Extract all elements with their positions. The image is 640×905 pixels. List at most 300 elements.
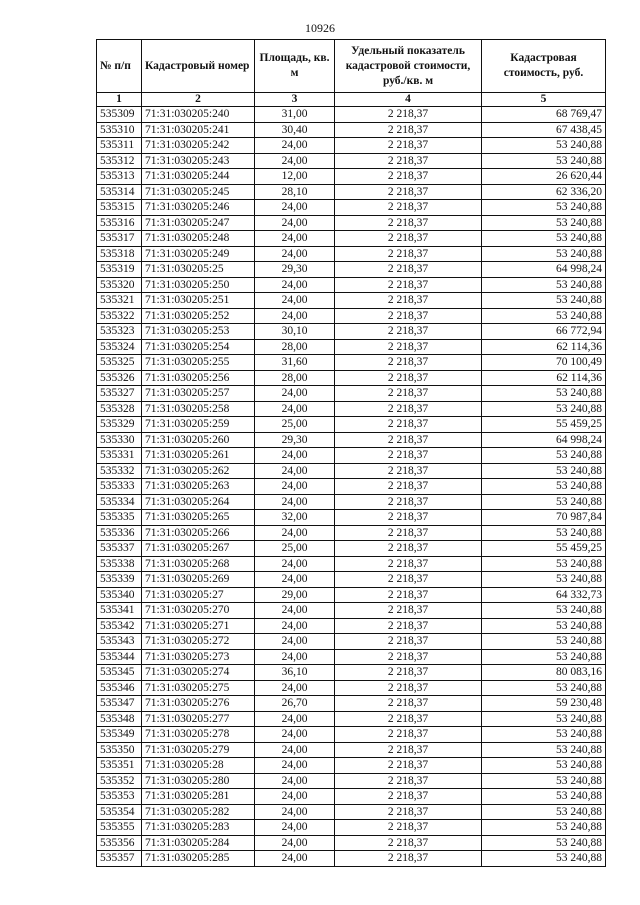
- cadastral-value-cell: 53 240,88: [482, 835, 606, 851]
- area-cell: 24,00: [255, 711, 335, 727]
- cadastral-value-cell: 53 240,88: [482, 618, 606, 634]
- table-row: [97, 789, 606, 805]
- header-cadastral-number: Кадастровый номер: [142, 40, 255, 93]
- row-number-cell: 535331: [97, 448, 142, 464]
- cadastral-number-cell: 71:31:030205:276: [142, 696, 255, 712]
- cadastral-number-cell: 71:31:030205:251: [142, 293, 255, 309]
- table-row: [97, 820, 606, 836]
- cadastral-number-cell: 71:31:030205:267: [142, 541, 255, 557]
- cadastral-value-cell: 53 240,88: [482, 494, 606, 510]
- cadastral-number-cell: 71:31:030205:270: [142, 603, 255, 619]
- area-cell: 24,00: [255, 618, 335, 634]
- cadastral-value-cell: 53 240,88: [482, 246, 606, 262]
- cadastral-value-cell: 53 240,88: [482, 401, 606, 417]
- area-cell: 24,00: [255, 138, 335, 154]
- table-row: [97, 665, 606, 681]
- area-cell: 28,00: [255, 339, 335, 355]
- cadastral-number-cell: 71:31:030205:284: [142, 835, 255, 851]
- row-number-cell: 535356: [97, 835, 142, 851]
- cadastral-number-cell: 71:31:030205:269: [142, 572, 255, 588]
- cadastral-number-cell: 71:31:030205:266: [142, 525, 255, 541]
- row-number-cell: 535334: [97, 494, 142, 510]
- cadastral-number-cell: 71:31:030205:275: [142, 680, 255, 696]
- cadastral-number-cell: 71:31:030205:265: [142, 510, 255, 526]
- unit-rate-cell: 2 218,37: [335, 603, 482, 619]
- unit-rate-cell: 2 218,37: [335, 479, 482, 495]
- cadastral-number-cell: 71:31:030205:277: [142, 711, 255, 727]
- header-unit-rate: Удельный показатель кадастровой стоимости, руб./кв. м: [335, 40, 482, 93]
- row-number-cell: 535354: [97, 804, 142, 820]
- cadastral-value-cell: 53 240,88: [482, 138, 606, 154]
- table-row: [97, 680, 606, 696]
- cadastral-value-cell: 53 240,88: [482, 649, 606, 665]
- row-number-cell: 535311: [97, 138, 142, 154]
- row-number-cell: 535319: [97, 262, 142, 278]
- area-cell: 26,70: [255, 696, 335, 712]
- row-number-cell: 535336: [97, 525, 142, 541]
- table-row: [97, 246, 606, 262]
- unit-rate-cell: 2 218,37: [335, 262, 482, 278]
- row-number-cell: 535346: [97, 680, 142, 696]
- cadastral-value-cell: 53 240,88: [482, 773, 606, 789]
- row-number-cell: 535316: [97, 215, 142, 231]
- row-number-cell: 535309: [97, 107, 142, 123]
- table-body: [97, 107, 606, 867]
- row-number-cell: 535330: [97, 432, 142, 448]
- column-number: 1: [97, 93, 142, 107]
- area-cell: 24,00: [255, 200, 335, 216]
- row-number-cell: 535341: [97, 603, 142, 619]
- unit-rate-cell: 2 218,37: [335, 308, 482, 324]
- area-cell: 25,00: [255, 541, 335, 557]
- cadastral-number-cell: 71:31:030205:258: [142, 401, 255, 417]
- row-number-cell: 535333: [97, 479, 142, 495]
- table-row: [97, 556, 606, 572]
- cadastral-number-cell: 71:31:030205:274: [142, 665, 255, 681]
- cadastral-number-cell: 71:31:030205:248: [142, 231, 255, 247]
- row-number-cell: 535318: [97, 246, 142, 262]
- area-cell: 24,00: [255, 649, 335, 665]
- cadastral-number-cell: 71:31:030205:245: [142, 184, 255, 200]
- table-row: [97, 587, 606, 603]
- unit-rate-cell: 2 218,37: [335, 618, 482, 634]
- cadastral-value-cell: 53 240,88: [482, 851, 606, 867]
- cadastral-value-cell: 67 438,45: [482, 122, 606, 138]
- table-row: [97, 603, 606, 619]
- row-number-cell: 535325: [97, 355, 142, 371]
- row-number-cell: 535310: [97, 122, 142, 138]
- table-row: [97, 138, 606, 154]
- row-number-cell: 535344: [97, 649, 142, 665]
- area-cell: 24,00: [255, 603, 335, 619]
- table-row: [97, 463, 606, 479]
- cadastral-number-cell: 71:31:030205:247: [142, 215, 255, 231]
- area-cell: 24,00: [255, 386, 335, 402]
- area-cell: 24,00: [255, 494, 335, 510]
- cadastral-number-cell: 71:31:030205:255: [142, 355, 255, 371]
- cadastral-number-cell: 71:31:030205:283: [142, 820, 255, 836]
- area-cell: 24,00: [255, 742, 335, 758]
- cadastral-value-table: [96, 39, 606, 867]
- header-area: Площадь, кв. м: [255, 40, 335, 93]
- cadastral-number-cell: 71:31:030205:28: [142, 758, 255, 774]
- unit-rate-cell: 2 218,37: [335, 448, 482, 464]
- unit-rate-cell: 2 218,37: [335, 494, 482, 510]
- cadastral-number-cell: 71:31:030205:259: [142, 417, 255, 433]
- cadastral-number-cell: 71:31:030205:244: [142, 169, 255, 185]
- area-cell: 24,00: [255, 448, 335, 464]
- area-cell: 24,00: [255, 231, 335, 247]
- row-number-cell: 535339: [97, 572, 142, 588]
- cadastral-value-cell: 53 240,88: [482, 680, 606, 696]
- table-row: [97, 494, 606, 510]
- unit-rate-cell: 2 218,37: [335, 556, 482, 572]
- cadastral-value-cell: 59 230,48: [482, 696, 606, 712]
- row-number-cell: 535343: [97, 634, 142, 650]
- row-number-cell: 535322: [97, 308, 142, 324]
- row-number-cell: 535355: [97, 820, 142, 836]
- cadastral-value-cell: 53 240,88: [482, 525, 606, 541]
- cadastral-number-cell: 71:31:030205:243: [142, 153, 255, 169]
- table-row: [97, 308, 606, 324]
- cadastral-number-cell: 71:31:030205:272: [142, 634, 255, 650]
- table-row: [97, 153, 606, 169]
- cadastral-number-cell: 71:31:030205:246: [142, 200, 255, 216]
- cadastral-number-cell: 71:31:030205:281: [142, 789, 255, 805]
- table-row: [97, 541, 606, 557]
- cadastral-number-cell: 71:31:030205:285: [142, 851, 255, 867]
- unit-rate-cell: 2 218,37: [335, 773, 482, 789]
- cadastral-value-cell: 62 114,36: [482, 370, 606, 386]
- unit-rate-cell: 2 218,37: [335, 804, 482, 820]
- unit-rate-cell: 2 218,37: [335, 138, 482, 154]
- unit-rate-cell: 2 218,37: [335, 789, 482, 805]
- cadastral-number-cell: 71:31:030205:263: [142, 479, 255, 495]
- area-cell: 24,00: [255, 572, 335, 588]
- row-number-cell: 535350: [97, 742, 142, 758]
- area-cell: 24,00: [255, 215, 335, 231]
- area-cell: 25,00: [255, 417, 335, 433]
- row-number-cell: 535314: [97, 184, 142, 200]
- unit-rate-cell: 2 218,37: [335, 649, 482, 665]
- unit-rate-cell: 2 218,37: [335, 417, 482, 433]
- table-row: [97, 215, 606, 231]
- row-number-cell: 535340: [97, 587, 142, 603]
- cadastral-value-cell: 53 240,88: [482, 804, 606, 820]
- unit-rate-cell: 2 218,37: [335, 215, 482, 231]
- cadastral-number-cell: 71:31:030205:241: [142, 122, 255, 138]
- unit-rate-cell: 2 218,37: [335, 820, 482, 836]
- table-row: [97, 727, 606, 743]
- table-row: [97, 293, 606, 309]
- cadastral-value-cell: 53 240,88: [482, 463, 606, 479]
- area-cell: 28,10: [255, 184, 335, 200]
- unit-rate-cell: 2 218,37: [335, 107, 482, 123]
- row-number-cell: 535320: [97, 277, 142, 293]
- cadastral-number-cell: 71:31:030205:240: [142, 107, 255, 123]
- unit-rate-cell: 2 218,37: [335, 525, 482, 541]
- unit-rate-cell: 2 218,37: [335, 727, 482, 743]
- area-cell: 29,30: [255, 432, 335, 448]
- area-cell: 24,00: [255, 479, 335, 495]
- unit-rate-cell: 2 218,37: [335, 324, 482, 340]
- cadastral-number-cell: 71:31:030205:279: [142, 742, 255, 758]
- area-cell: 36,10: [255, 665, 335, 681]
- unit-rate-cell: 2 218,37: [335, 277, 482, 293]
- cadastral-number-cell: 71:31:030205:273: [142, 649, 255, 665]
- cadastral-value-cell: 80 083,16: [482, 665, 606, 681]
- header-cadastral-value: Кадастровая стоимость, руб.: [482, 40, 606, 93]
- row-number-cell: 535351: [97, 758, 142, 774]
- area-cell: 24,00: [255, 773, 335, 789]
- cadastral-value-cell: 53 240,88: [482, 742, 606, 758]
- cadastral-number-cell: 71:31:030205:242: [142, 138, 255, 154]
- cadastral-value-cell: 53 240,88: [482, 231, 606, 247]
- cadastral-number-cell: 71:31:030205:256: [142, 370, 255, 386]
- row-number-cell: 535342: [97, 618, 142, 634]
- cadastral-value-cell: 53 240,88: [482, 727, 606, 743]
- cadastral-number-cell: 71:31:030205:250: [142, 277, 255, 293]
- cadastral-value-cell: 64 998,24: [482, 432, 606, 448]
- table-row: [97, 169, 606, 185]
- area-cell: 24,00: [255, 789, 335, 805]
- cadastral-value-cell: 62 114,36: [482, 339, 606, 355]
- area-cell: 24,00: [255, 680, 335, 696]
- unit-rate-cell: 2 218,37: [335, 634, 482, 650]
- unit-rate-cell: 2 218,37: [335, 587, 482, 603]
- area-cell: 24,00: [255, 153, 335, 169]
- unit-rate-cell: 2 218,37: [335, 742, 482, 758]
- unit-rate-cell: 2 218,37: [335, 184, 482, 200]
- unit-rate-cell: 2 218,37: [335, 122, 482, 138]
- cadastral-number-cell: 71:31:030205:264: [142, 494, 255, 510]
- row-number-cell: 535328: [97, 401, 142, 417]
- table-row: [97, 339, 606, 355]
- table-row: [97, 200, 606, 216]
- unit-rate-cell: 2 218,37: [335, 851, 482, 867]
- cadastral-value-cell: 70 100,49: [482, 355, 606, 371]
- table-row: [97, 432, 606, 448]
- table-row: [97, 804, 606, 820]
- unit-rate-cell: 2 218,37: [335, 541, 482, 557]
- unit-rate-cell: 2 218,37: [335, 153, 482, 169]
- area-cell: 12,00: [255, 169, 335, 185]
- area-cell: 24,00: [255, 525, 335, 541]
- table-row: [97, 122, 606, 138]
- area-cell: 24,00: [255, 851, 335, 867]
- table-row: [97, 448, 606, 464]
- row-number-cell: 535338: [97, 556, 142, 572]
- row-number-cell: 535327: [97, 386, 142, 402]
- row-number-cell: 535315: [97, 200, 142, 216]
- table-row: [97, 184, 606, 200]
- unit-rate-cell: 2 218,37: [335, 246, 482, 262]
- cadastral-value-cell: 53 240,88: [482, 277, 606, 293]
- area-cell: 24,00: [255, 463, 335, 479]
- cadastral-value-cell: 53 240,88: [482, 711, 606, 727]
- area-cell: 24,00: [255, 401, 335, 417]
- header-row-number: № п/п: [97, 40, 142, 93]
- unit-rate-cell: 2 218,37: [335, 711, 482, 727]
- unit-rate-cell: 2 218,37: [335, 339, 482, 355]
- table-row: [97, 572, 606, 588]
- row-number-cell: 535347: [97, 696, 142, 712]
- cadastral-value-cell: 53 240,88: [482, 820, 606, 836]
- unit-rate-cell: 2 218,37: [335, 370, 482, 386]
- unit-rate-cell: 2 218,37: [335, 463, 482, 479]
- row-number-cell: 535313: [97, 169, 142, 185]
- table-row: [97, 634, 606, 650]
- cadastral-number-cell: 71:31:030205:271: [142, 618, 255, 634]
- cadastral-number-cell: 71:31:030205:280: [142, 773, 255, 789]
- cadastral-value-cell: 53 240,88: [482, 153, 606, 169]
- cadastral-number-cell: 71:31:030205:278: [142, 727, 255, 743]
- area-cell: 31,00: [255, 107, 335, 123]
- table-row: [97, 525, 606, 541]
- area-cell: 28,00: [255, 370, 335, 386]
- cadastral-number-cell: 71:31:030205:253: [142, 324, 255, 340]
- row-number-cell: 535324: [97, 339, 142, 355]
- table-row: [97, 386, 606, 402]
- unit-rate-cell: 2 218,37: [335, 572, 482, 588]
- cadastral-value-cell: 53 240,88: [482, 479, 606, 495]
- table-row: [97, 417, 606, 433]
- table-row: [97, 355, 606, 371]
- table-row: [97, 231, 606, 247]
- header-row: [97, 40, 606, 93]
- area-cell: 24,00: [255, 804, 335, 820]
- cadastral-value-cell: 53 240,88: [482, 634, 606, 650]
- cadastral-value-cell: 26 620,44: [482, 169, 606, 185]
- cadastral-value-cell: 53 240,88: [482, 386, 606, 402]
- row-number-cell: 535345: [97, 665, 142, 681]
- row-number-cell: 535317: [97, 231, 142, 247]
- row-number-cell: 535348: [97, 711, 142, 727]
- column-number: 5: [482, 93, 606, 107]
- cadastral-value-cell: 53 240,88: [482, 448, 606, 464]
- table-row: [97, 277, 606, 293]
- area-cell: 30,10: [255, 324, 335, 340]
- cadastral-value-cell: 64 332,73: [482, 587, 606, 603]
- table-row: [97, 107, 606, 123]
- area-cell: 24,00: [255, 758, 335, 774]
- table-row: [97, 479, 606, 495]
- column-number-row: [97, 93, 606, 107]
- row-number-cell: 535337: [97, 541, 142, 557]
- cadastral-value-cell: 68 769,47: [482, 107, 606, 123]
- cadastral-number-cell: 71:31:030205:25: [142, 262, 255, 278]
- area-cell: 31,60: [255, 355, 335, 371]
- row-number-cell: 535349: [97, 727, 142, 743]
- cadastral-value-cell: 62 336,20: [482, 184, 606, 200]
- area-cell: 24,00: [255, 820, 335, 836]
- area-cell: 30,40: [255, 122, 335, 138]
- unit-rate-cell: 2 218,37: [335, 169, 482, 185]
- table-row: [97, 262, 606, 278]
- cadastral-value-cell: 53 240,88: [482, 293, 606, 309]
- unit-rate-cell: 2 218,37: [335, 401, 482, 417]
- row-number-cell: 535323: [97, 324, 142, 340]
- table-row: [97, 851, 606, 867]
- area-cell: 29,30: [255, 262, 335, 278]
- column-number: 4: [335, 93, 482, 107]
- table-row: [97, 324, 606, 340]
- unit-rate-cell: 2 218,37: [335, 758, 482, 774]
- unit-rate-cell: 2 218,37: [335, 231, 482, 247]
- cadastral-value-cell: 70 987,84: [482, 510, 606, 526]
- table-row: [97, 742, 606, 758]
- row-number-cell: 535335: [97, 510, 142, 526]
- cadastral-value-cell: 53 240,88: [482, 308, 606, 324]
- cadastral-number-cell: 71:31:030205:257: [142, 386, 255, 402]
- row-number-cell: 535326: [97, 370, 142, 386]
- cadastral-number-cell: 71:31:030205:262: [142, 463, 255, 479]
- cadastral-number-cell: 71:31:030205:254: [142, 339, 255, 355]
- unit-rate-cell: 2 218,37: [335, 680, 482, 696]
- cadastral-value-cell: 66 772,94: [482, 324, 606, 340]
- table-row: [97, 835, 606, 851]
- cadastral-value-cell: 53 240,88: [482, 572, 606, 588]
- unit-rate-cell: 2 218,37: [335, 200, 482, 216]
- table-row: [97, 758, 606, 774]
- area-cell: 24,00: [255, 835, 335, 851]
- table-row: [97, 649, 606, 665]
- cadastral-number-cell: 71:31:030205:261: [142, 448, 255, 464]
- cadastral-value-cell: 53 240,88: [482, 758, 606, 774]
- table-row: [97, 618, 606, 634]
- unit-rate-cell: 2 218,37: [335, 665, 482, 681]
- area-cell: 24,00: [255, 727, 335, 743]
- row-number-cell: 535352: [97, 773, 142, 789]
- area-cell: 32,00: [255, 510, 335, 526]
- area-cell: 24,00: [255, 277, 335, 293]
- unit-rate-cell: 2 218,37: [335, 696, 482, 712]
- cadastral-number-cell: 71:31:030205:282: [142, 804, 255, 820]
- unit-rate-cell: 2 218,37: [335, 386, 482, 402]
- row-number-cell: 535357: [97, 851, 142, 867]
- cadastral-number-cell: 71:31:030205:260: [142, 432, 255, 448]
- table-row: [97, 711, 606, 727]
- page-number: 10926: [305, 21, 335, 35]
- row-number-cell: 535329: [97, 417, 142, 433]
- cadastral-number-cell: 71:31:030205:252: [142, 308, 255, 324]
- unit-rate-cell: 2 218,37: [335, 293, 482, 309]
- row-number-cell: 535353: [97, 789, 142, 805]
- table-row: [97, 370, 606, 386]
- cadastral-value-cell: 53 240,88: [482, 603, 606, 619]
- cadastral-value-cell: 64 998,24: [482, 262, 606, 278]
- table-row: [97, 696, 606, 712]
- unit-rate-cell: 2 218,37: [335, 355, 482, 371]
- cadastral-value-cell: 55 459,25: [482, 417, 606, 433]
- area-cell: 24,00: [255, 556, 335, 572]
- cadastral-number-cell: 71:31:030205:268: [142, 556, 255, 572]
- unit-rate-cell: 2 218,37: [335, 835, 482, 851]
- cadastral-value-cell: 55 459,25: [482, 541, 606, 557]
- unit-rate-cell: 2 218,37: [335, 432, 482, 448]
- area-cell: 29,00: [255, 587, 335, 603]
- cadastral-value-cell: 53 240,88: [482, 556, 606, 572]
- table-row: [97, 773, 606, 789]
- area-cell: 24,00: [255, 634, 335, 650]
- cadastral-number-cell: 71:31:030205:249: [142, 246, 255, 262]
- row-number-cell: 535321: [97, 293, 142, 309]
- column-number: 3: [255, 93, 335, 107]
- row-number-cell: 535332: [97, 463, 142, 479]
- table-row: [97, 401, 606, 417]
- cadastral-value-cell: 53 240,88: [482, 215, 606, 231]
- cadastral-value-cell: 53 240,88: [482, 789, 606, 805]
